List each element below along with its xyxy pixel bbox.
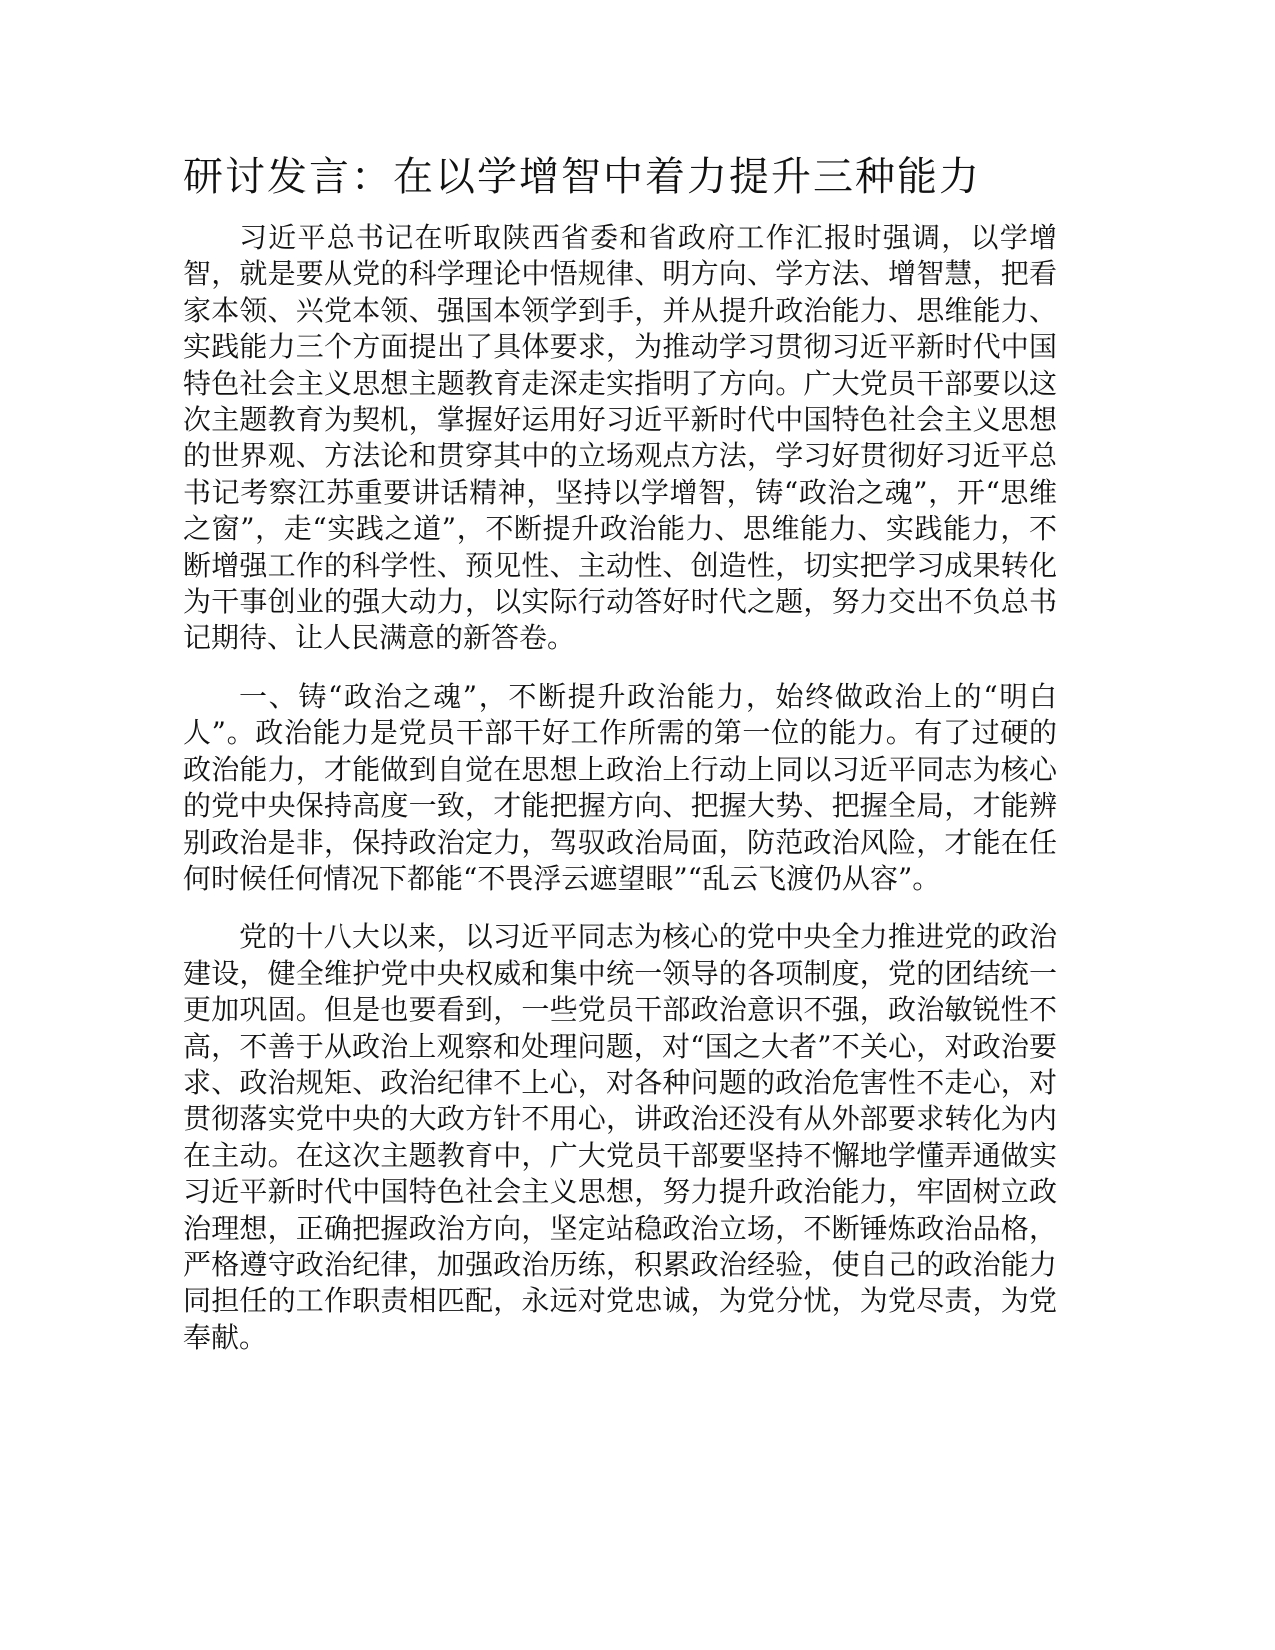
document-title: 研讨发言：在以学增智中着力提升三种能力 (183, 154, 981, 200)
document-page (183, 148, 1057, 1378)
paragraph-section-one: 一、铸“政治之魂”，不断提升政治能力，始终做政治上的“明白人”。政治能力是党员干部干好工作所需的第一位的能力。有了过硬的政治能力，才能做到自觉在思想上政治上行动上同以习近平同志为核心的党中央保持高度一致，才能把握方向、把握大势、把握全局，才能辨别政治是非，保持政治定力，驾驭政治局面，防范政治风险，才能在任何时候任何情况下都能“不畏浮云遮望眼”“乱云飞渡仍从容”。 (183, 679, 1057, 895)
paragraph-intro: 习近平总书记在听取陕西省委和省政府工作汇报时强调，以学增智，就是要从党的科学理论中悟规律、明方向、学方法、增智慧，把看家本领、兴党本领、强国本领学到手，并从提升政治能力、思维能力、实践能力三个方面提出了具体要求，为推动学习贯彻习近平新时代中国特色社会主义思想主题教育走深走实指明了方向。广大党员干部要以这次主题教育为契机，掌握好运用好习近平新时代中国特色社会主义思想的世界观、方法论和贯穿其中的立场观点方法，学习好贯彻好习近平总书记考察江苏重要讲话精神，坚持以学增智，铸“政治之魂”，开“思维之窗”，走“实践之道”，不断提升政治能力、思维能力、实践能力，不断增强工作的科学性、预见性、主动性、创造性，切实把学习成果转化为干事创业的强大动力，以实际行动答好时代之题，努力交出不负总书记期待、让人民满意的新答卷。 (183, 221, 1057, 655)
paragraph-section-one-detail: 党的十八大以来，以习近平同志为核心的党中央全力推进党的政治建设，健全维护党中央权威和集中统一领导的各项制度，党的团结统一更加巩固。但是也要看到，一些党员干部政治意识不强，政治敏锐性不高，不善于从政治上观察和处理问题，对“国之大者”不关心，对政治要求、政治规矩、政治纪律不上心，对各种问题的政治危害性不走心，对贯彻落实党中央的大政方针不用心，讲政治还没有从外部要求转化为内在主动。在这次主题教育中，广大党员干部要坚持不懈地学懂弄通做实习近平新时代中国特色社会主义思想，努力提升政治能力，牢固树立政治理想，正确把握政治方向，坚定站稳政治立场，不断锤炼政治品格，严格遵守政治纪律，加强政治历练，积累政治经验，使自己的政治能力同担任的工作职责相匹配，永远对党忠诚，为党分忧，为党尽责，为党奉献。 (183, 920, 1057, 1354)
